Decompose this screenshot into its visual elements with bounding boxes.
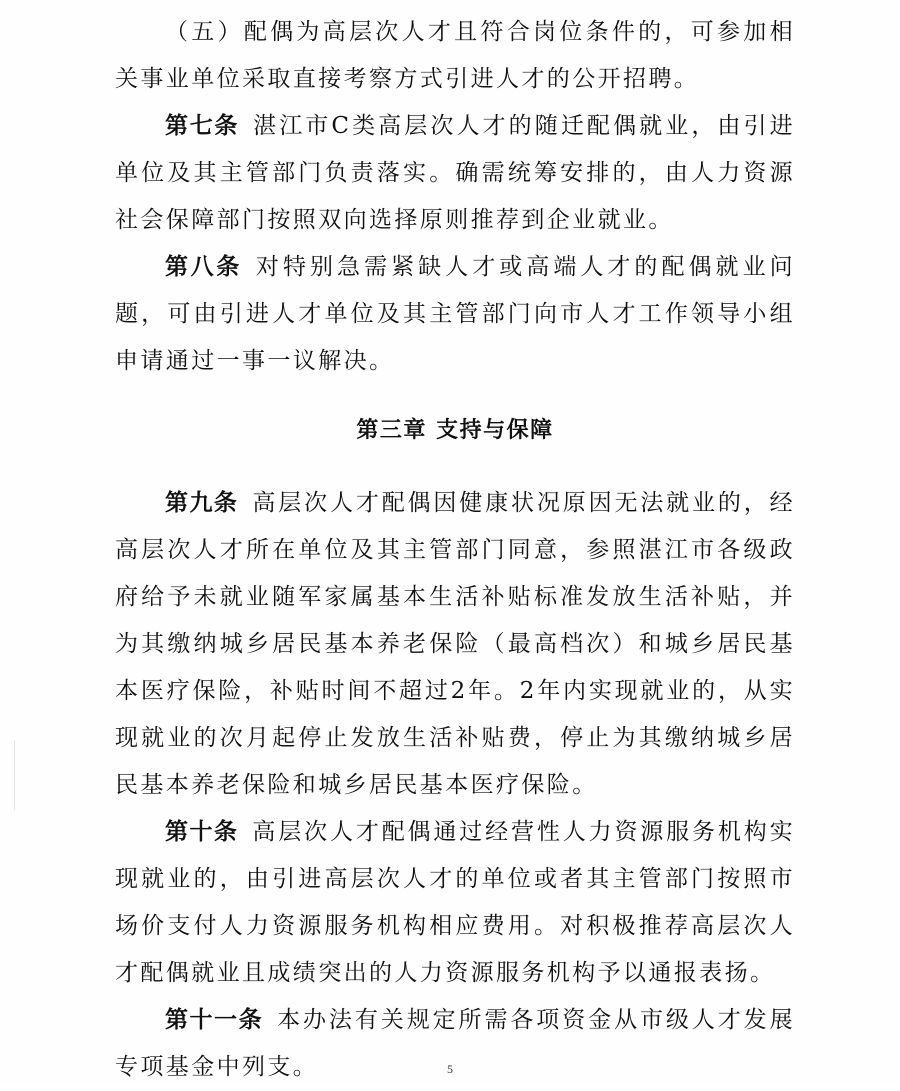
article-text: 对特别急需紧缺人才或高端人才的配偶就业问题，可由引进人才单位及其主管部门向市人才工作领导小组申请通过一事一议解决。 [115, 254, 796, 374]
article-text: 高层次人才配偶通过经营性人力资源服务机构实现就业的，由引进高层次人才的单位或者其主管部门按照市场价支付人力资源服务机构相应费用。对积极推荐高层次人才配偶就业且成绩突出的人力资源服务机构予以通报表扬。 [115, 819, 796, 986]
article-label: 第七条 [165, 113, 240, 139]
document-body [115, 9, 795, 1091]
article-10 [115, 809, 795, 997]
paragraph-text: （五）配偶为高层次人才且符合岗位条件的，可参加相关事业单位采取直接考察方式引进人才的公开招聘。 [115, 19, 795, 92]
article-label: 第九条 [165, 490, 239, 516]
article-text: 湛江市C类高层次人才的随迁配偶就业，由引进单位及其主管部门负责落实。确需统筹安排的，由人力资源社会保障部门按照双向选择原则推荐到企业就业。 [115, 113, 796, 233]
paragraph-item-5 [115, 9, 795, 103]
article-8 [115, 244, 795, 385]
article-9 [115, 480, 795, 809]
article-7 [115, 103, 795, 244]
article-text: 高层次人才配偶因健康状况原因无法就业的，经高层次人才所在单位及其主管部门同意，参照湛江市各级政府给予未就业随军家属基本生活补贴标准发放生活补贴，并为其缴纳城乡居民基本养老保险（最高档次）和城乡居民基本医疗保险，补贴时间不超过2年。2年内实现就业的，从实现就业的次月起停止发放生活补贴费，停止为其缴纳城乡居民基本养老保险和城乡居民基本医疗保险。 [115, 490, 796, 798]
article-label: 第十条 [165, 819, 239, 845]
scan-edge-mark [14, 740, 15, 810]
page-number: 5 [447, 1062, 453, 1076]
chapter-title: 第三章 支持与保障 [356, 418, 554, 443]
article-label: 第十一条 [165, 1007, 264, 1033]
article-label: 第八条 [165, 254, 242, 280]
article-text: 本办法有关规定所需各项资金从市级人才发展专项基金中列支。 [115, 1007, 796, 1080]
